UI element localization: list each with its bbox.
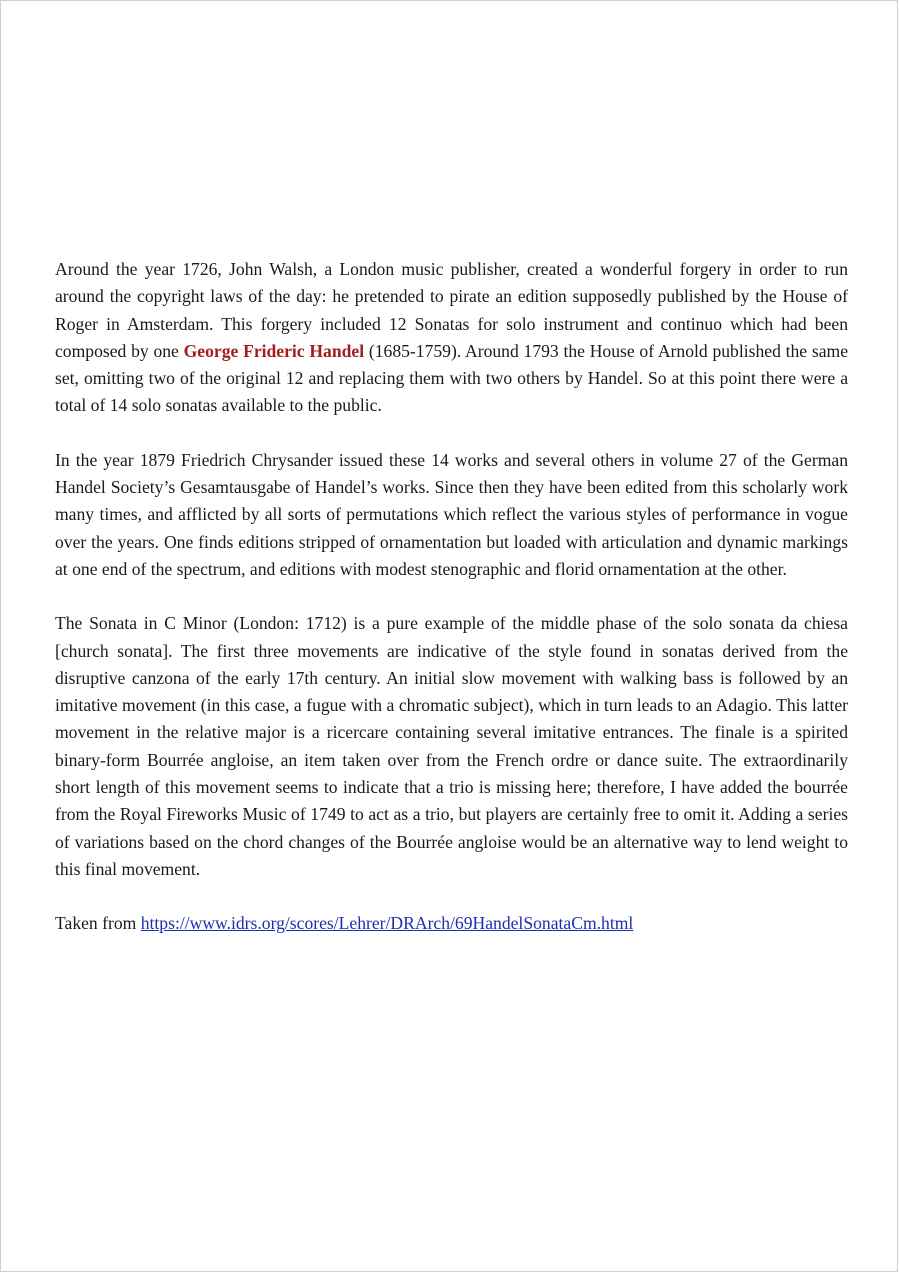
paragraph-history-text-end: (1685-1759). Around 1793 the House of Arnold published the same set, omitting two of the original 12 and replacing them with two others by Handel. So at this point there were a total of 14 solo sonatas available to the public. (55, 340, 849, 416)
source-attribution (55, 910, 848, 937)
source-link[interactable]: https://www.idrs.org/scores/Lehrer/DRArch/69HandelSonataCm.html (140, 913, 634, 934)
composer-name: George Frideric Handel (183, 340, 365, 361)
paragraph-history-text-start: Around the year 1726, John Walsh, a London music publisher, created a wonderful forgery in order to run around the copyright laws of the day: he pretended to pirate an edition supposedly published by the House of Roger in Amsterdam. This forgery included 12 Sonatas for solo instrument and continuo which had been composed by one (55, 259, 848, 361)
document-body (55, 256, 848, 965)
paragraph-editions: In the year 1879 Friedrich Chrysander issued these 14 works and several others in volume 27 of the German Handel Society’s Gesamtausgabe of Handel’s works. Since then they have been edited from this scholarly work many times, and afflicted by all sorts of permutations which reflect the various styles of performance in vogue over the years. One finds editions stripped of ornamentation but loaded with articulation and dynamic markings at one end of the spectrum, and editions with modest stenographic and florid ornamentation at the other. (55, 449, 848, 579)
paragraph-sonata-description: The Sonata in C Minor (London: 1712) is a pure example of the middle phase of the solo sonata da chiesa [church sonata]. The first three movements are indicative of the style found in sonatas derived from the disruptive canzona of the early 17th century. An initial slow movement with walking bass is followed by an imitative movement (in this case, a fugue with a chromatic subject), which in turn leads to an Adagio. This latter movement in the relative major is a ricercare containing several imitative entrances. The finale is a spirited binary-form Bourrée angloise, an item taken over from the French ordre or dance suite. The extraordinarily short length of this movement seems to indicate that a trio is missing here; therefore, I have added the bourrée from the Royal Fireworks Music of 1749 to act as a trio, but players are certainly free to omit it. Adding a series of variations based on the chord changes of the Bourrée angloise would be an alternative way to lend weight to this final movement. (55, 613, 848, 879)
paragraph-history (55, 256, 848, 420)
source-prefix: Taken from (55, 913, 141, 934)
